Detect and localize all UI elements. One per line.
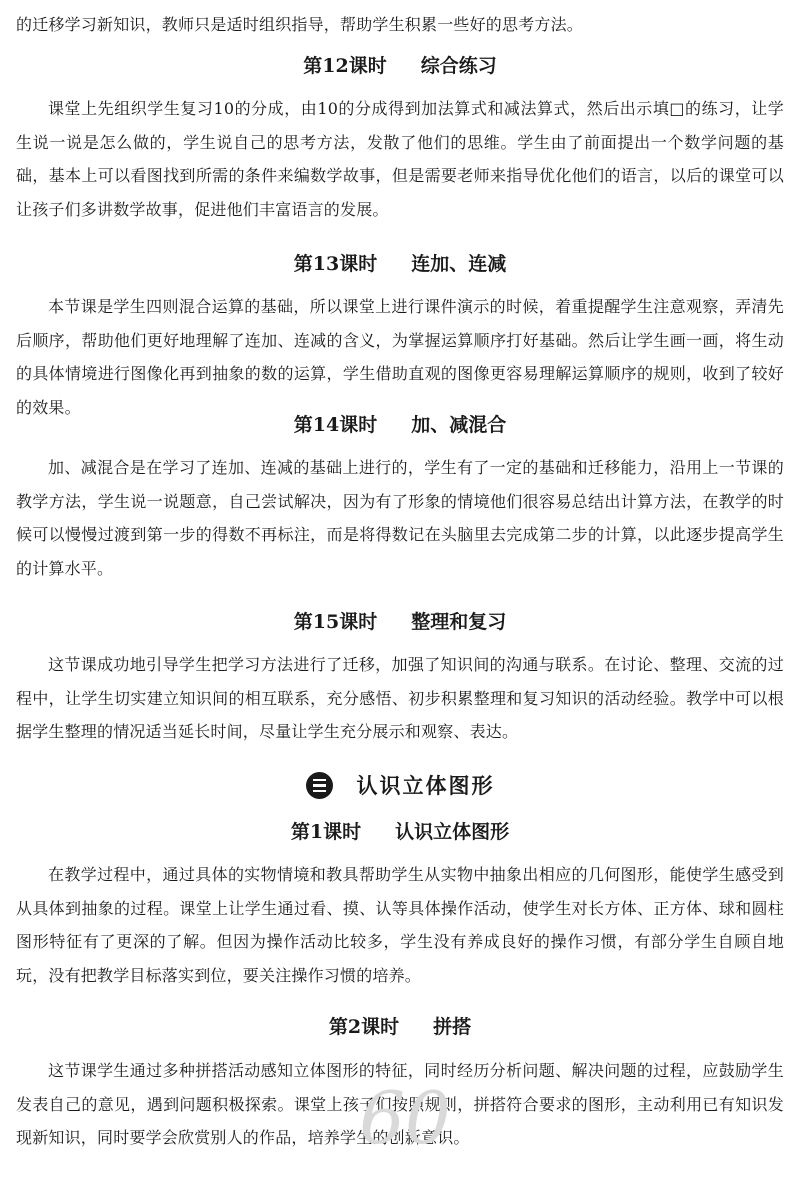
lesson-15-title: 整理和复习 <box>411 611 507 633</box>
lesson-12-paragraph: 课堂上先组织学生复习10的分成，由10的分成得到加法算式和减法算式，然后出示填□的练习，让学生说一说是怎么做的，学生说自己的思考方法，发散了他们的思维。学生由了前面提出一个数学问题的基础，基本上可以看图找到所需的条件来编数学故事，但是需要老师来指导优化他们的语言，以后的课堂可以让孩子们多讲数学故事，促进他们丰富语言的发展。 <box>16 99 784 220</box>
section-lesson-2-number: 第2课时 <box>328 1016 400 1038</box>
lesson-13-number: 第13课时 <box>293 253 378 275</box>
section-lesson-2-paragraph: 这节课学生通过多种拼搭活动感知立体图形的特征，同时经历分析问题、解决问题的过程，应鼓励学生发表自己的意见，遇到问题积极探索。课堂上孩子们按照规则，拼搭符合要求的图形，主动利用已有知识发现新知识，同时要学会欣赏别人的作品，培养学生的创新意识。 <box>16 1061 784 1148</box>
lesson-14-title: 加、减混合 <box>411 414 507 436</box>
lesson-13-title: 连加、连减 <box>411 253 507 275</box>
intro-paragraph: 的迁移学习新知识，教师只是适时组织指导，帮助学生积累一些好的思考方法。 <box>16 15 584 34</box>
lesson-13-paragraph: 本节课是学生四则混合运算的基础，所以课堂上进行课件演示的时候，着重提醒学生注意观察，弄清先后顺序，帮助他们更好地理解了连加、连减的含义，为掌握运算顺序打好基础。然后让学生画一画，将生动的具体情境进行图像化再到抽象的数的运算，学生借助直观的图像更容易理解运算顺序的规则，收到了较好的效果。 <box>16 297 784 418</box>
section-lesson-1-heading <box>0 817 800 847</box>
lesson-14-number: 第14课时 <box>293 414 378 436</box>
section-lesson-2-heading <box>0 1012 800 1042</box>
lesson-15-paragraph: 这节课成功地引导学生把学习方法进行了迁移，加强了知识间的沟通与联系。在讨论、整理、交流的过程中，让学生切实建立知识间的相互联系，充分感悟、初步积累整理和复习知识的活动经验。教学中可以根据学生整理的情况适当延长时间，尽量让学生充分展示和观察、表达。 <box>16 655 784 742</box>
lesson-15-number: 第15课时 <box>293 611 378 633</box>
lesson-15-heading <box>0 607 800 637</box>
section-lesson-2-title: 拼搭 <box>433 1016 472 1038</box>
section-title <box>0 765 800 805</box>
circled-three-icon <box>306 772 333 799</box>
section-title-text: 认识立体图形 <box>356 774 495 798</box>
lesson-12-title: 综合练习 <box>420 55 497 77</box>
lesson-14-paragraph: 加、减混合是在学习了连加、连减的基础上进行的，学生有了一定的基础和迁移能力，沿用上一节课的教学方法，学生说一说题意，自己尝试解决，因为有了形象的情境他们很容易总结出计算方法，在教学的时候可以慢慢过渡到第一步的得数不再标注，而是将得数记在头脑里去完成第二步的计算，以此逐步提高学生的计算水平。 <box>16 458 784 579</box>
lesson-12-heading <box>0 51 800 81</box>
lesson-14-heading <box>0 410 800 440</box>
section-lesson-1-number: 第1课时 <box>290 821 362 843</box>
lesson-12-number: 第12课时 <box>303 55 387 77</box>
page-number: 60 <box>359 1076 451 1160</box>
section-lesson-1-paragraph: 在教学过程中，通过具体的实物情境和教具帮助学生从实物中抽象出相应的几何图形，能使学生感受到从具体到抽象的过程。课堂上让学生通过看、摸、认等具体操作活动，使学生对长方体、正方体、球和圆柱图形特征有了更深的了解。但因为操作活动比较多，学生没有养成良好的操作习惯，有部分学生自顾自地玩，没有把教学目标落实到位，要关注操作习惯的培养。 <box>16 865 784 986</box>
section-lesson-1-title: 认识立体图形 <box>395 821 510 843</box>
lesson-13-heading <box>0 249 800 279</box>
